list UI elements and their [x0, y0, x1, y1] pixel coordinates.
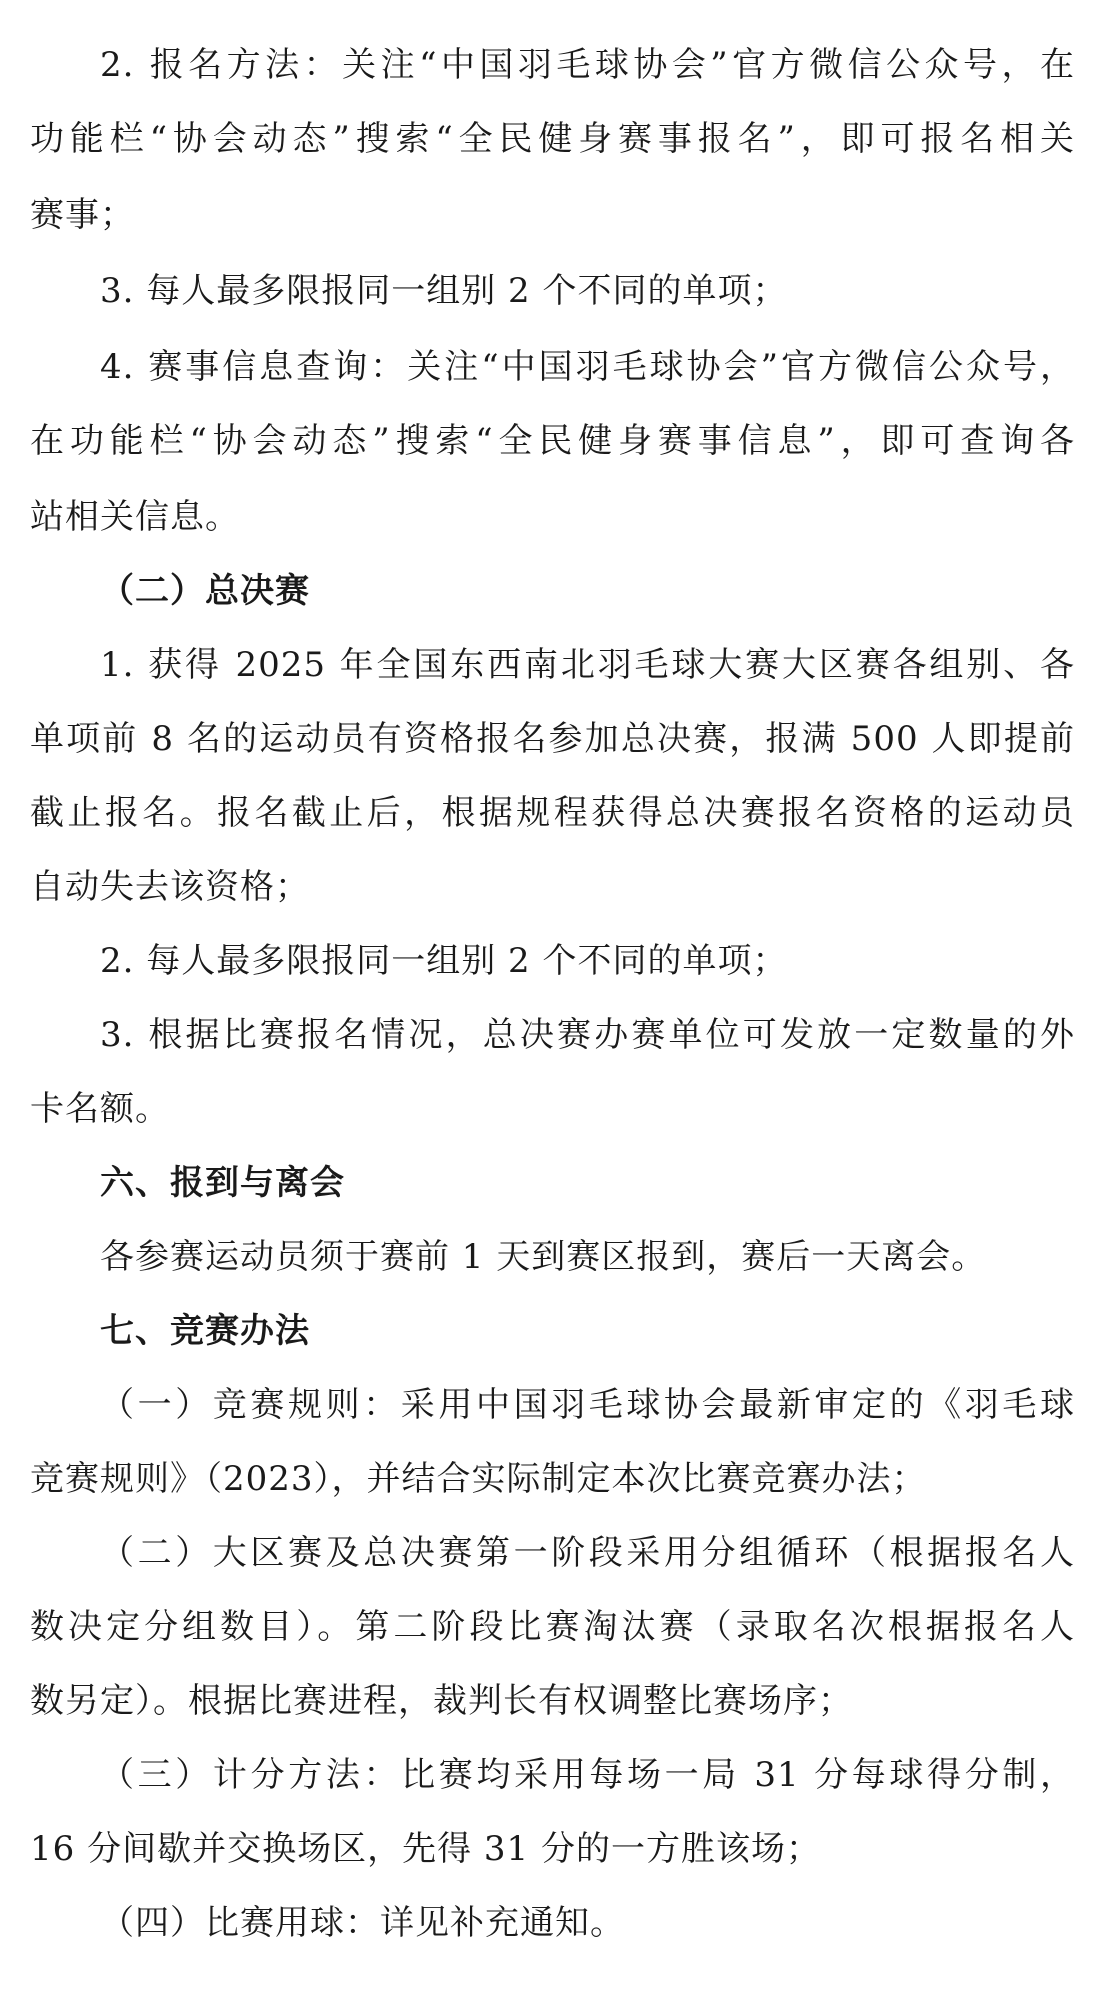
text-line: 各参赛运动员须于赛前 1 天到赛区报到，赛后一天离会。: [100, 1237, 987, 1277]
text-line: 在功能栏“协会动态”搜索“全民健身赛事信息”，即可查询各: [30, 421, 1075, 461]
text-line: 3. 根据比赛报名情况，总决赛办赛单位可发放一定数量的外: [100, 1015, 1075, 1055]
text-line: 4. 赛事信息查询：关注“中国羽毛球协会”官方微信公众号，: [100, 347, 1075, 387]
text-line: （二）大区赛及总决赛第一阶段采用分组循环（根据报名人: [100, 1533, 1075, 1573]
text-line: 1. 获得 2025 年全国东西南北羽毛球大赛大区赛各组别、各: [100, 645, 1075, 685]
text-line: 16 分间歇并交换场区，先得 31 分的一方胜该场；: [30, 1829, 821, 1869]
section-heading: 六、报到与离会: [100, 1163, 345, 1203]
text-line: 自动失去该资格；: [30, 867, 310, 907]
text-line: 站相关信息。: [30, 497, 240, 537]
text-line: 赛事；: [30, 195, 135, 235]
text-line: 单项前 8 名的运动员有资格报名参加总决赛，报满 500 人即提前: [30, 719, 1075, 759]
text-line: 竞赛规则》（2023），并结合实际制定本次比赛竞赛办法；: [30, 1459, 927, 1499]
text-line: 2. 报名方法：关注“中国羽毛球协会”官方微信公众号，在: [100, 45, 1075, 85]
section-heading: （二）总决赛: [100, 571, 310, 611]
text-line: （三）计分方法：比赛均采用每场一局 31 分每球得分制，: [100, 1755, 1075, 1795]
text-line: 2. 每人最多限报同一组别 2 个不同的单项；: [100, 941, 788, 981]
text-line: 数决定分组数目）。第二阶段比赛淘汰赛（录取名次根据报名人: [30, 1607, 1075, 1647]
text-line: 功能栏“协会动态”搜索“全民健身赛事报名”，即可报名相关: [30, 119, 1075, 159]
text-line: （一）竞赛规则：采用中国羽毛球协会最新审定的《羽毛球: [100, 1385, 1075, 1425]
text-line: 3. 每人最多限报同一组别 2 个不同的单项；: [100, 271, 788, 311]
text-line: 数另定）。根据比赛进程，裁判长有权调整比赛场序；: [30, 1681, 853, 1721]
section-heading: 七、竞赛办法: [100, 1311, 310, 1351]
text-line: （四）比赛用球：详见补充通知。: [100, 1903, 625, 1943]
text-line: 截止报名。报名截止后，根据规程获得总决赛报名资格的运动员: [30, 793, 1075, 833]
text-line: 卡名额。: [30, 1089, 170, 1129]
